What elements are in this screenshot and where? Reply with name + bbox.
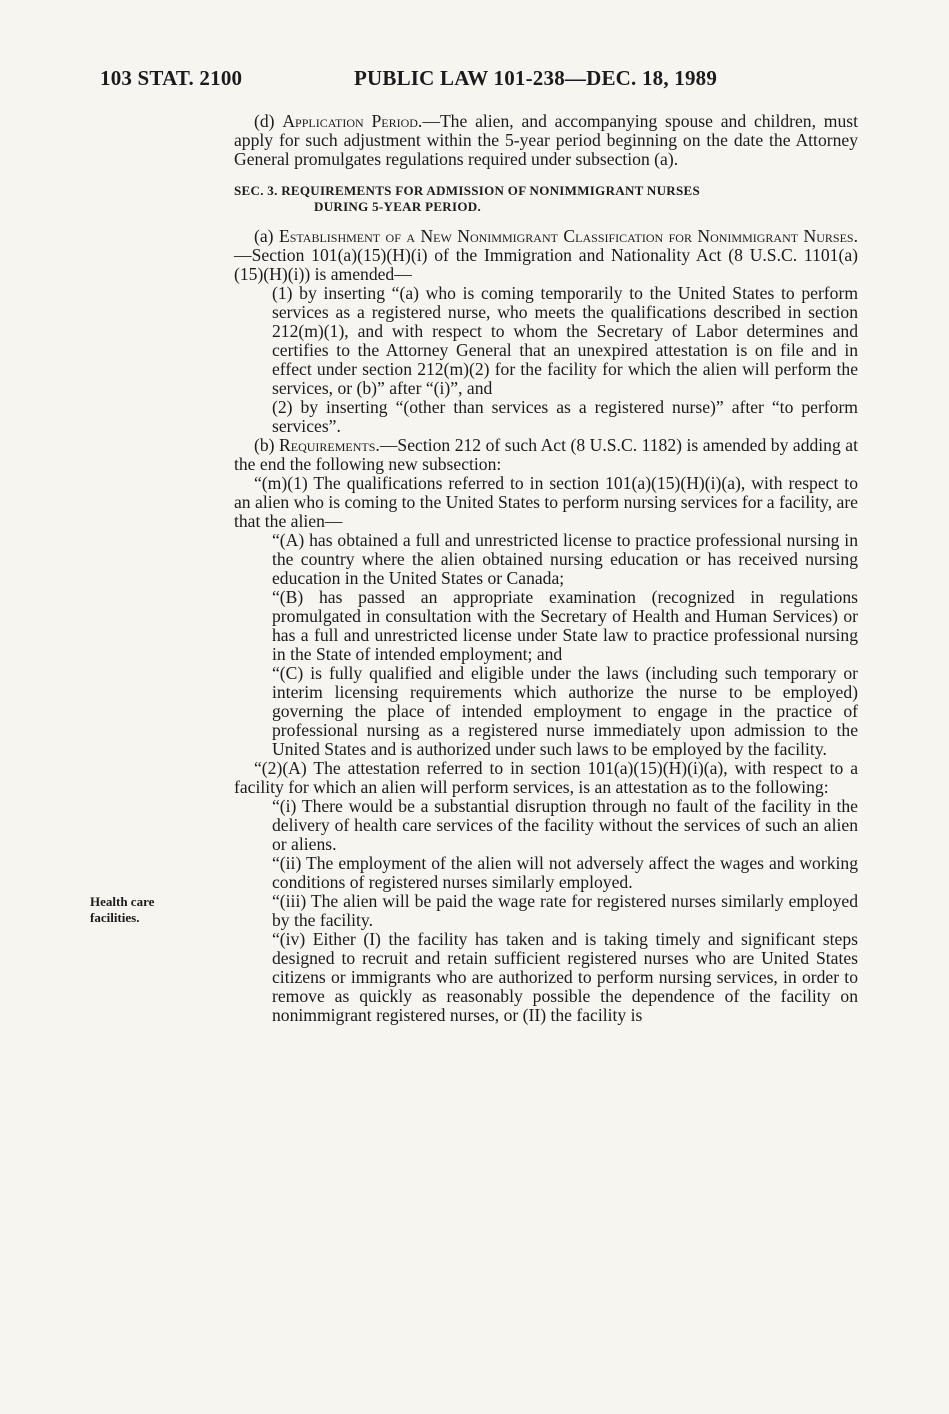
paragraph-d-text: —The alien, and accompanying spouse and children, must apply for such adjustment within the 5-year period beginning on the date the Attorney General promulgates regulations required under subsection (a). (234, 111, 858, 169)
subsection-m-1-C: “(C) is fully qualified and eligible under the laws (including such temporary or interim licensing requirements which authorize the nurse to be employed) governing the place of intended employment to engage in the practice of professional nursing as a registered nurse immediately upon admission to the United States and is authorized under such laws to be employed by the facility. (272, 663, 858, 759)
body-text (234, 112, 858, 1025)
paragraph-b (234, 436, 858, 474)
subsection-m-1-B: “(B) has passed an appropriate examination (recognized in regulations promulgated in consultation with the Secretary of Health and Human Services) or has a full and unrestricted license under State law to practice professional nursing in the State of intended employment; and (272, 587, 858, 664)
clause-i: “(i) There would be a substantial disruption through no fault of the facility in the delivery of health care services of the facility without the services of such an alien or aliens. (272, 796, 858, 854)
clause-ii: “(ii) The employment of the alien will not adversely affect the wages and working conditions of registered nurses similarly employed. (272, 853, 858, 892)
public-law-title: PUBLIC LAW 101-238—DEC. 18, 1989 (354, 66, 718, 90)
paragraph-a-1: (1) by inserting “(a) who is coming temporarily to the United States to perform services as a registered nurse, who meets the qualifications described in section 212(m)(1), and with respect to whom the Secretary of Labor determines and certifies to the Attorney General that an unexpired attestation is on file and in effect under section 212(m)(2) for the facility for which the alien will perform the services, or (b)” after “(i)”, and (272, 283, 858, 398)
paragraph-d (234, 112, 858, 169)
paragraph-a-2: (2) by inserting “(other than services as a registered nurse)” after “to perform services”. (272, 397, 858, 436)
page-header (100, 66, 860, 96)
statute-page-number: 103 STAT. 2100 (100, 66, 243, 90)
paragraph-b-title: Requirements. (279, 435, 380, 455)
clause-iii: “(iii) The alien will be paid the wage rate for registered nurses similarly employed by the facility. (272, 891, 858, 930)
paragraph-a (234, 227, 858, 284)
paragraph-a-text: —Section 101(a)(15)(H)(i) of the Immigration and Nationality Act (8 U.S.C. 1101(a)(15)(H)(i)) is amended— (234, 245, 858, 284)
subsection-m-1-A: “(A) has obtained a full and unrestricted license to practice professional nursing in the country where the alien obtained nursing education or has received nursing education in the United States or Canada; (272, 530, 858, 588)
margin-note-line-2: facilities. (90, 910, 140, 925)
paragraph-b-text: —Section 212 of such Act (8 U.S.C. 1182) is amended by adding at the end the following new subsection: (234, 435, 858, 474)
paragraph-d-label: (d) (254, 111, 283, 131)
margin-note (90, 894, 200, 926)
subsection-m-2-A: “(2)(A) The attestation referred to in section 101(a)(15)(H)(i)(a), with respect to a facility for which an alien will perform services, is an attestation as to the following: (234, 758, 858, 797)
section-3-heading-line-1: SEC. 3. REQUIREMENTS FOR ADMISSION OF NONIMMIGRANT NURSES (234, 183, 701, 198)
paragraph-a-title: Establishment of a New Nonimmigrant Classification for Nonimmigrant Nurses. (278, 226, 858, 246)
subsection-m-1: “(m)(1) The qualifications referred to in section 101(a)(15)(H)(i)(a), with respect to an alien who is coming to the United States to perform nursing services for a facility, are that the alien— (234, 473, 858, 531)
clause-iv: “(iv) Either (I) the facility has taken and is taking timely and significant steps designed to recruit and retain sufficient registered nurses who are United States citizens or immigrants who are authorized to perform nursing services, in order to remove as quickly as reasonably possible the dependence of the facility on nonimmigrant registered nurses, or (II) the facility is (272, 929, 858, 1025)
paragraph-a-label: (a) (254, 226, 279, 246)
paragraph-b-label: (b) (254, 435, 280, 455)
paragraph-d-title: Application Period. (282, 111, 423, 131)
section-3-heading-line-2: DURING 5-YEAR PERIOD. (314, 199, 481, 214)
margin-note-line-1: Health care (90, 894, 155, 909)
section-3-heading (234, 183, 858, 215)
